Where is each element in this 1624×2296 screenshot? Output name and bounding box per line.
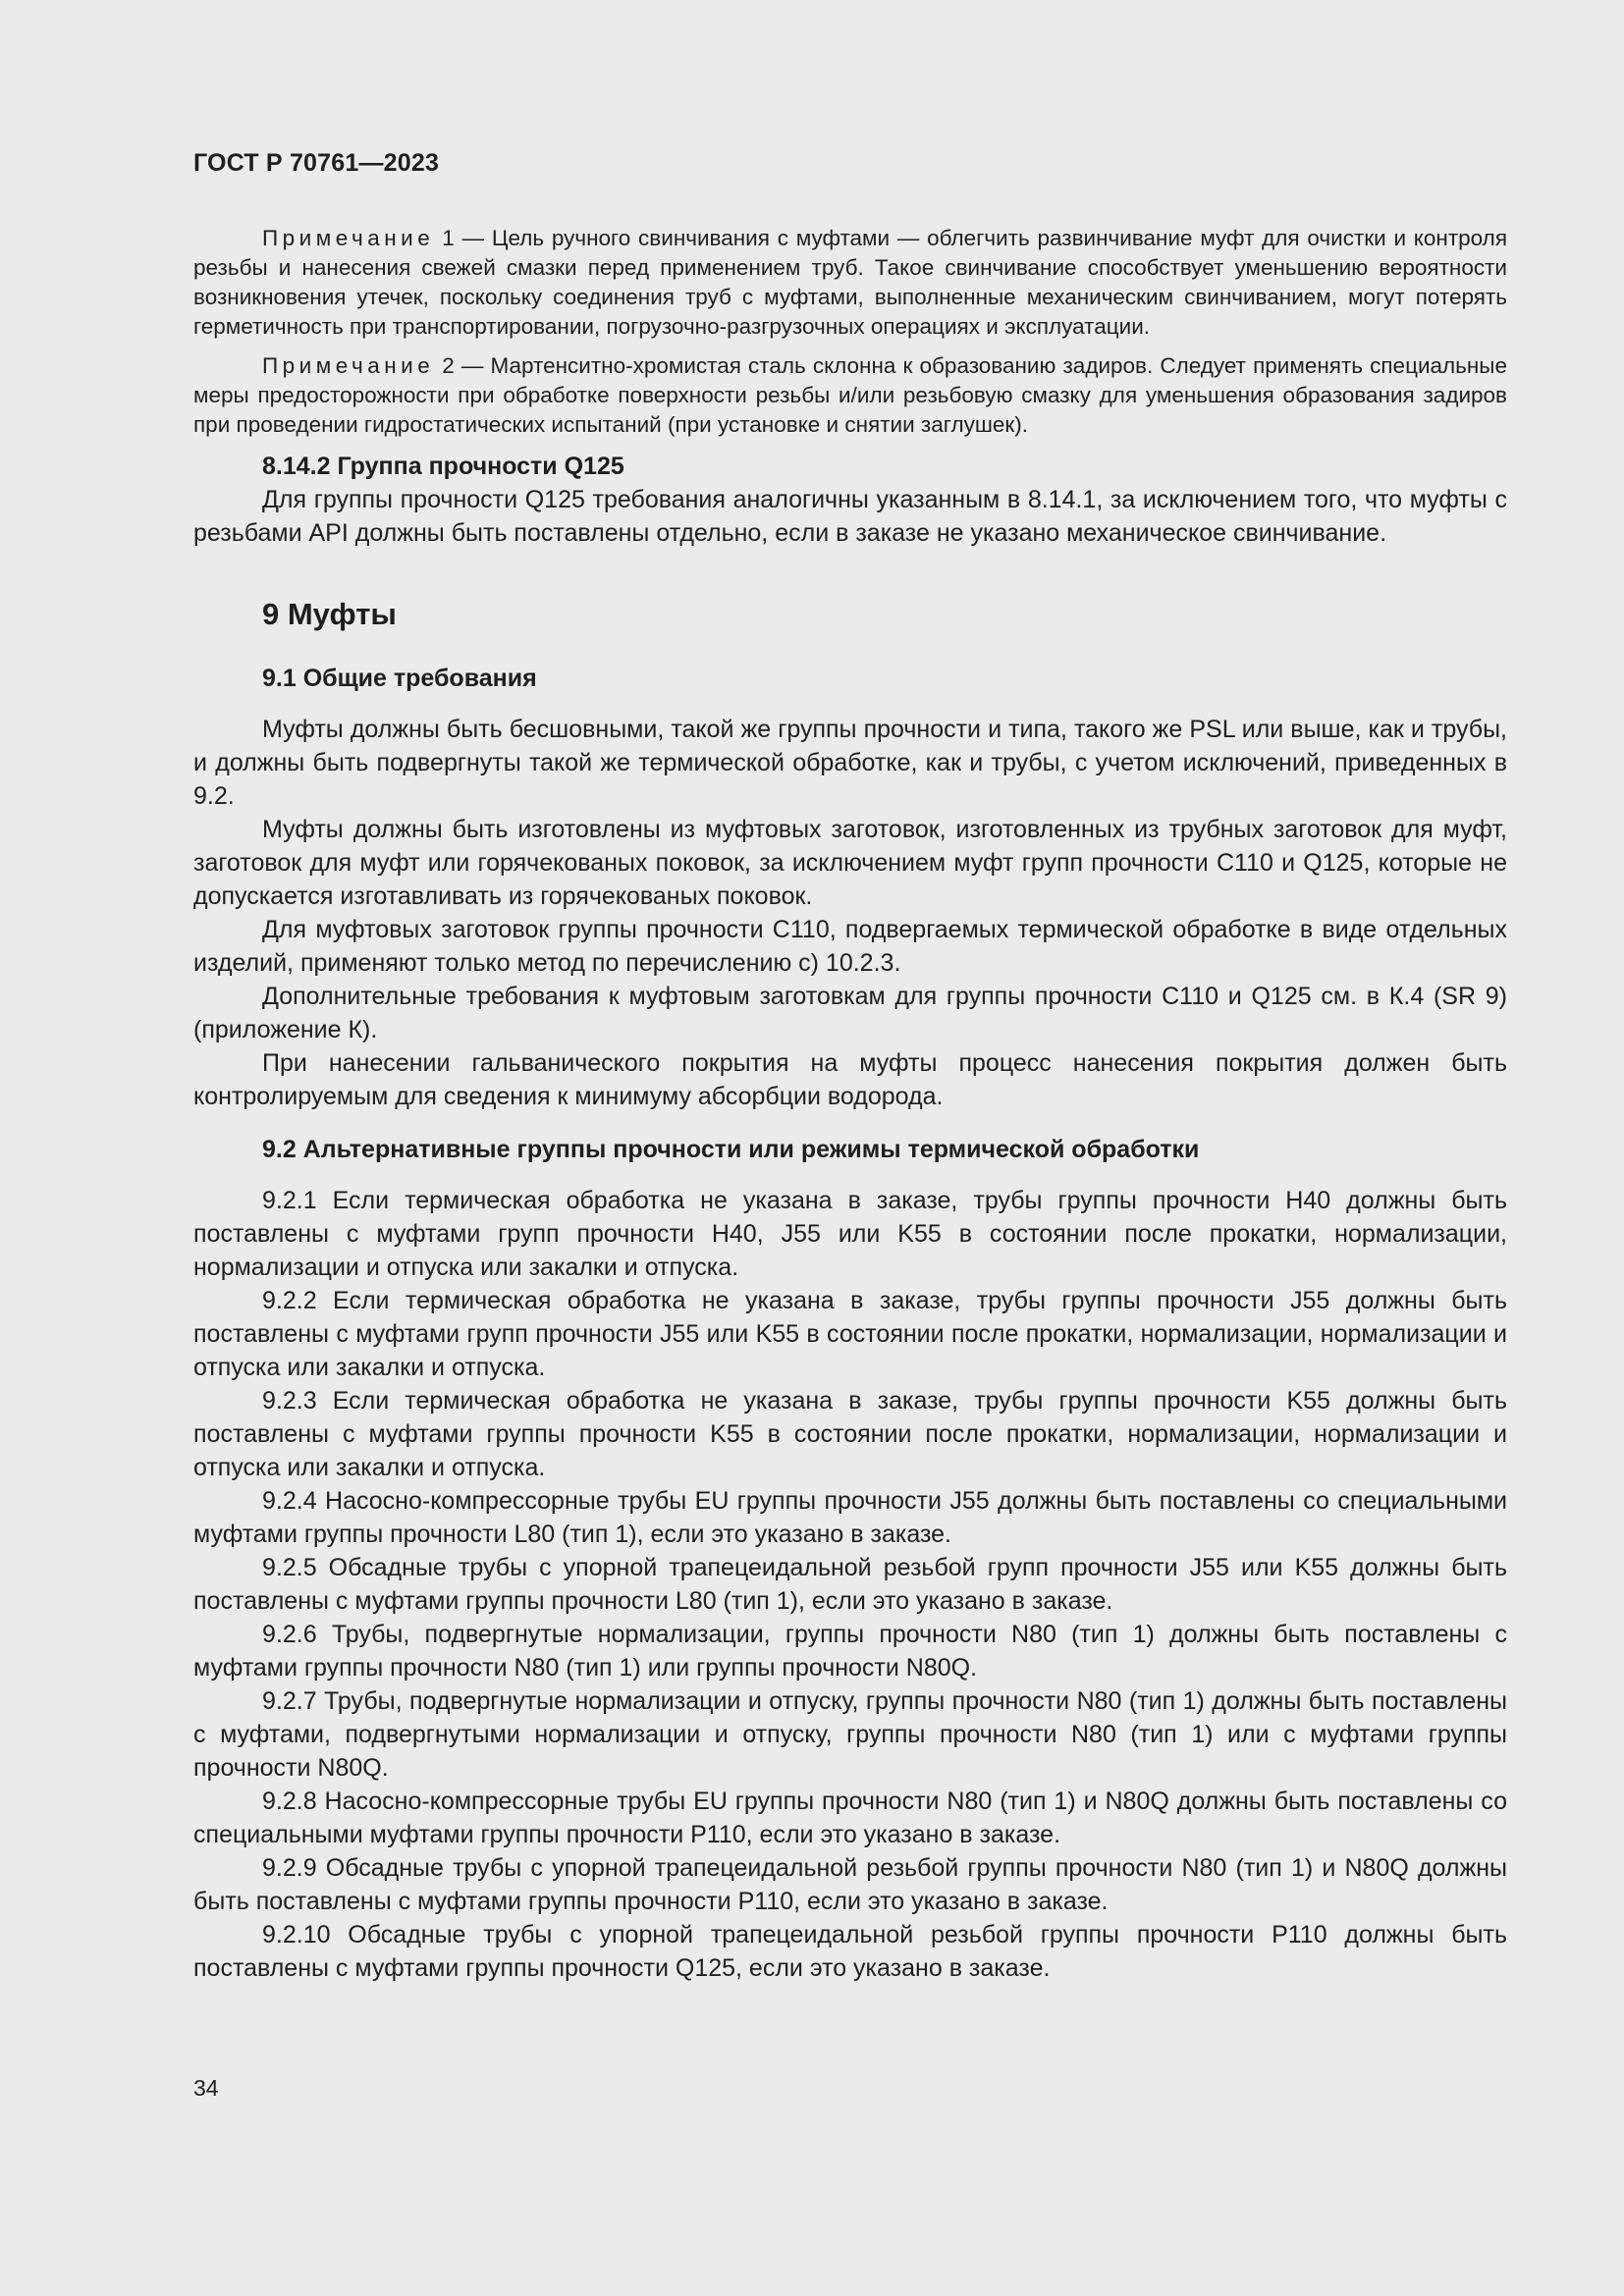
note-2 [193, 351, 1507, 440]
paragraph: 9.2.3 Если термическая обработка не указана в заказе, трубы группы прочности K55 должны быть поставлены с муфтами группы прочности K55 в состоянии после прокатки, нормализации, нормализации и отпуска или закалки и отпуска. [193, 1387, 1507, 1481]
paragraph: 9.2.8 Насосно-компрессорные трубы EU группы прочности N80 (тип 1) и N80Q должны быть поставлены со специальными муфтами группы прочности P110, если это указано в заказе. [193, 1788, 1507, 1848]
paragraph: 9.2.7 Трубы, подвергнутые нормализации и отпуску, группы прочности N80 (тип 1) должны быть поставлены с муфтами, подвергнутыми нормализации и отпуску, группы прочности N80 (тип 1) или с муфтами группы прочности N80Q. [193, 1687, 1507, 1782]
paragraph: Муфты должны быть изготовлены из муфтовых заготовок, изготовленных из трубных заготовок для муфт, заготовок для муфт или горячекованых поковок, за исключением муфт групп прочности C110 и Q125, которые не допускается изготавливать из горячекованых поковок. [193, 816, 1507, 910]
paragraph: При нанесении гальванического покрытия на муфты процесс нанесения покрытия должен быть контролируемым для сведения к минимуму абсорбции водорода. [193, 1049, 1507, 1110]
paragraph: Муфты должны быть бесшовными, такой же группы прочности и типа, такого же PSL или выше, как и трубы, и должны быть подвергнуты такой же термической обработке, как и трубы, с учетом исключений, приведенных в 9.2. [193, 716, 1507, 810]
paragraph: Для муфтовых заготовок группы прочности C110, подвергаемых термической обработке в виде отдельных изделий, применяют только метод по перечислению с) 10.2.3. [193, 916, 1507, 977]
paragraph: 9.2.1 Если термическая обработка не указана в заказе, трубы группы прочности H40 должны быть поставлены с муфтами групп прочности H40, J55 или K55 в состоянии после прокатки, нормализации, нормализации и отпуска или закалки и отпуска. [193, 1187, 1507, 1281]
heading-9-1: 9.1 Общие требования [262, 665, 537, 692]
document-code: ГОСТ Р 70761—2023 [193, 149, 440, 177]
note-1 [193, 224, 1507, 342]
note-label: Примечание [262, 353, 435, 378]
page-content [193, 224, 1507, 1985]
note-text: 1 — Цель ручного свинчивания с муфтами — облегчить развинчивание муфт для очистки и контроля резьбы и нанесения свежей смазки перед применением труб. Такое свинчивание способствует уменьшению вероятности возникновения утечек, поскольку соединения труб с муфтами, выполненные механическим свинчиванием, могут потерять герметичность при транспортировании, погрузочно-разгрузочных операциях и эксплуатации. [193, 226, 1507, 339]
paragraph: 9.2.2 Если термическая обработка не указана в заказе, трубы группы прочности J55 должны быть поставлены с муфтами групп прочности J55 или K55 в состоянии после прокатки, нормализации, нормализации и отпуска или закалки и отпуска. [193, 1287, 1507, 1381]
heading-9: 9 Муфты [262, 597, 397, 631]
note-label: Примечание [262, 226, 435, 250]
note-text: 2 — Мартенситно-хромистая сталь склонна к образованию задиров. Следует применять специальные меры предосторожности при обработке поверхности резьбы и/или резьбовую смазку для уменьшения образования задиров при проведении гидростатических испытаний (при установке и снятии заглушек). [193, 353, 1507, 437]
section-9-1-body [193, 713, 1507, 1113]
page-number: 34 [193, 2075, 219, 2101]
heading-8-14-2: 8.14.2 Группа прочности Q125 [262, 453, 624, 480]
paragraph: Дополнительные требования к муфтовым заготовкам для группы прочности C110 и Q125 см. в К.4 (SR 9) (приложение К). [193, 983, 1507, 1043]
paragraph: 9.2.6 Трубы, подвергнутые нормализации, группы прочности N80 (тип 1) должны быть поставлены с муфтами группы прочности N80 (тип 1) или группы прочности N80Q. [193, 1621, 1507, 1682]
paragraph: 9.2.10 Обсадные трубы с упорной трапецеидальной резьбой группы прочности P110 должны быть поставлены с муфтами группы прочности Q125, если это указано в заказе. [193, 1921, 1507, 1982]
paragraph: 9.2.5 Обсадные трубы с упорной трапецеидальной резьбой групп прочности J55 или K55 должны быть поставлены с муфтами группы прочности L80 (тип 1), если это указано в заказе. [193, 1554, 1507, 1615]
paragraph: 9.2.9 Обсадные трубы с упорной трапецеидальной резьбой группы прочности N80 (тип 1) и N80Q должны быть поставлены с муфтами группы прочности P110, если это указано в заказе. [193, 1854, 1507, 1915]
paragraph: Для группы прочности Q125 требования аналогичны указанным в 8.14.1, за исключением того, что муфты с резьбами API должны быть поставлены отдельно, если в заказе не указано механическое свинчивание. [193, 486, 1507, 547]
heading-9-2: 9.2 Альтернативные группы прочности или режимы термической обработки [262, 1136, 1200, 1163]
paragraph: 9.2.4 Насосно-компрессорные трубы EU группы прочности J55 должны быть поставлены со специальными муфтами группы прочности L80 (тип 1), если это указано в заказе. [193, 1487, 1507, 1548]
section-9-2-body [193, 1184, 1507, 1985]
